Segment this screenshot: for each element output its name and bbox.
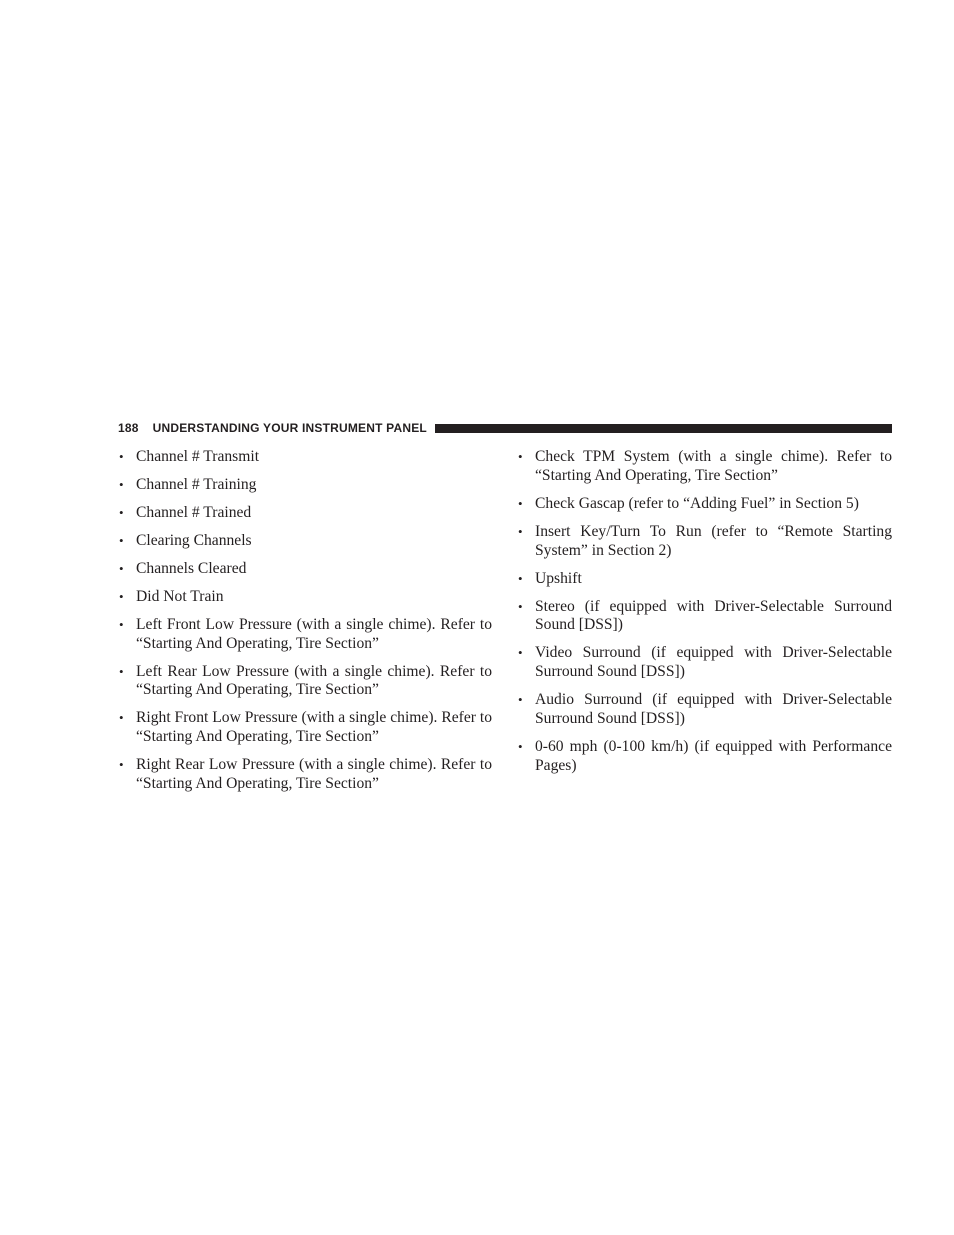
bullet-icon: • [518, 598, 523, 614]
section-title: UNDERSTANDING YOUR INSTRUMENT PANEL [152, 421, 427, 435]
left-bullet-list [118, 448, 492, 794]
bullet-icon: • [518, 523, 523, 539]
list-item [517, 738, 892, 776]
list-item [517, 523, 892, 561]
list-item [517, 495, 892, 514]
list-item [118, 532, 492, 551]
bullet-icon: • [119, 757, 124, 773]
bullet-icon: • [119, 532, 124, 548]
bullet-icon: • [518, 449, 523, 464]
bullet-icon: • [119, 588, 124, 604]
right-bullet-list [517, 448, 892, 775]
bullet-icon: • [119, 560, 124, 576]
right-column [517, 448, 892, 785]
bullet-icon: • [518, 738, 523, 754]
list-item [118, 663, 492, 701]
list-item-text: Check TPM System (with a single chime). Refer to “Starting And Operating, Tire Section” [535, 448, 892, 484]
bullet-icon: • [119, 663, 124, 679]
list-item-text: Video Surround (if equipped with Driver-Selectable Surround Sound [DSS]) [535, 644, 892, 681]
bullet-icon: • [119, 710, 124, 726]
list-item-text: Stereo (if equipped with Driver-Selectable Surround Sound [DSS]) [535, 597, 892, 634]
list-item [517, 448, 892, 486]
list-item-text: Channel # Trained [136, 503, 252, 521]
bullet-icon: • [518, 645, 523, 661]
bullet-icon: • [119, 616, 124, 632]
list-item-text: Channel # Transmit [136, 448, 260, 465]
list-item [517, 570, 892, 589]
list-item-text: Right Front Low Pressure (with a single chime). Refer to “Starting And Operating, Tire Section” [136, 709, 492, 746]
list-item [118, 448, 492, 467]
list-item [517, 644, 892, 682]
list-item-text: Channel # Training [136, 475, 257, 493]
bullet-icon: • [518, 692, 523, 708]
list-item-text: Clearing Channels [136, 531, 252, 549]
list-item-text: Insert Key/Turn To Run (refer to “Remote Starting System” in Section 2) [535, 522, 892, 559]
list-item-text: Audio Surround (if equipped with Driver-Selectable Surround Sound [DSS]) [535, 691, 892, 727]
list-item [118, 616, 492, 654]
list-item-text: 0-60 mph (0-100 km/h) (if equipped with Performance Pages) [535, 737, 892, 774]
list-item-text: Did Not Train [136, 587, 224, 605]
bullet-icon: • [518, 570, 523, 586]
list-item-text: Left Front Low Pressure (with a single chime). Refer to “Starting And Operating, Tire Section” [136, 615, 492, 652]
list-item-text: Channels Cleared [136, 559, 247, 577]
list-item [517, 691, 892, 729]
bullet-icon: • [119, 449, 124, 464]
bullet-icon: • [518, 495, 523, 511]
list-item [118, 504, 492, 523]
list-item [118, 756, 492, 794]
list-item [118, 476, 492, 495]
list-item [118, 588, 492, 607]
bullet-icon: • [119, 504, 124, 520]
list-item-text: Upshift [535, 569, 582, 587]
header-rule [435, 424, 892, 433]
list-item [118, 709, 492, 747]
list-item-text: Check Gascap (refer to “Adding Fuel” in Section 5) [535, 494, 859, 512]
list-item [517, 598, 892, 636]
list-item [118, 560, 492, 579]
bullet-icon: • [119, 476, 124, 492]
page-header [118, 420, 892, 436]
list-item-text: Right Rear Low Pressure (with a single chime). Refer to “Starting And Operating, Tire Section” [136, 756, 492, 793]
list-item-text: Left Rear Low Pressure (with a single chime). Refer to “Starting And Operating, Tire Section” [136, 662, 492, 699]
page-number: 188 [118, 421, 139, 435]
left-column [118, 448, 492, 803]
